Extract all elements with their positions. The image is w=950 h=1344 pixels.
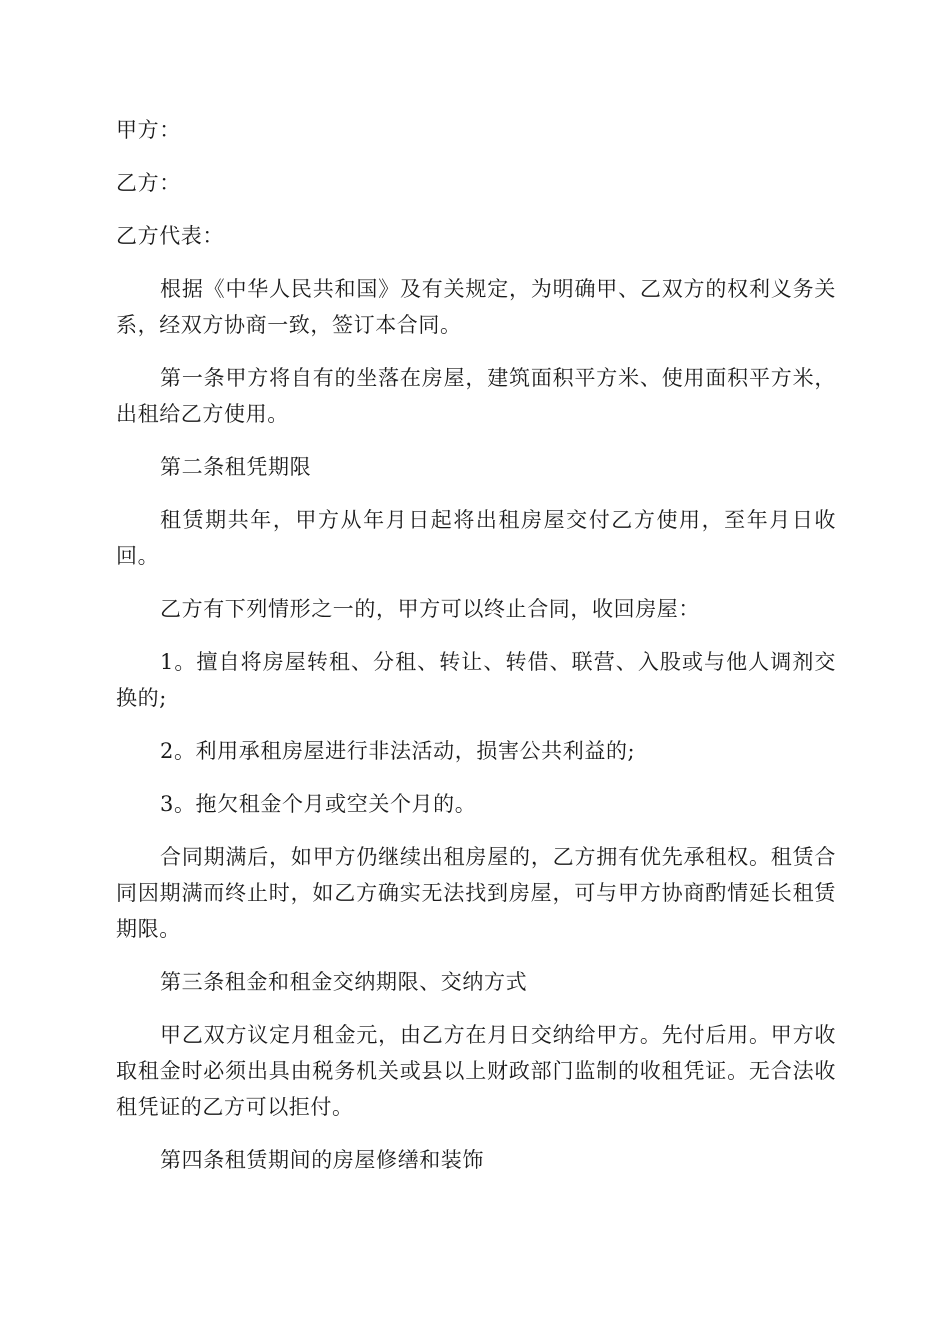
- party-b-line: 乙方：: [116, 171, 181, 195]
- termination-item-1: 1。擅自将房屋转租、分租、转让、转借、联营、入股或与他人调剂交换的;: [116, 650, 836, 710]
- party-a-line: 甲方：: [116, 118, 181, 142]
- article-2-heading: 第二条租凭期限: [160, 455, 312, 479]
- preamble-paragraph: 根据《中华人民共和国》及有关规定，为明确甲、乙双方的权利义务关系，经双方协商一致，签订本合同。: [116, 277, 836, 337]
- contract-body: [116, 112, 836, 1195]
- renewal-paragraph: 合同期满后，如甲方仍继续出租房屋的，乙方拥有优先承租权。租赁合同因期满而终止时，如乙方确实无法找到房屋，可与甲方协商酌情延长租赁期限。: [116, 845, 836, 941]
- rent-payment-paragraph: 甲乙双方议定月租金元，由乙方在月日交纳给甲方。先付后用。甲方收取租金时必须出具由税务机关或县以上财政部门监制的收租凭证。无合法收租凭证的乙方可以拒付。: [116, 1023, 836, 1119]
- article-1-paragraph: 第一条甲方将自有的坐落在房屋，建筑面积平方米、使用面积平方米，出租给乙方使用。: [116, 366, 836, 426]
- article-3-heading: 第三条租金和租金交纳期限、交纳方式: [160, 970, 528, 994]
- termination-intro-paragraph: 乙方有下列情形之一的，甲方可以终止合同，收回房屋：: [160, 597, 700, 621]
- lease-term-paragraph: 租赁期共年，甲方从年月日起将出租房屋交付乙方使用，至年月日收回。: [116, 508, 836, 568]
- article-4-heading: 第四条租赁期间的房屋修缮和装饰: [160, 1148, 484, 1172]
- party-b-representative-line: 乙方代表：: [116, 224, 224, 248]
- termination-item-3: 3。拖欠租金个月或空关个月的。: [160, 792, 477, 816]
- termination-item-2: 2。利用承租房屋进行非法活动，损害公共利益的;: [160, 739, 636, 763]
